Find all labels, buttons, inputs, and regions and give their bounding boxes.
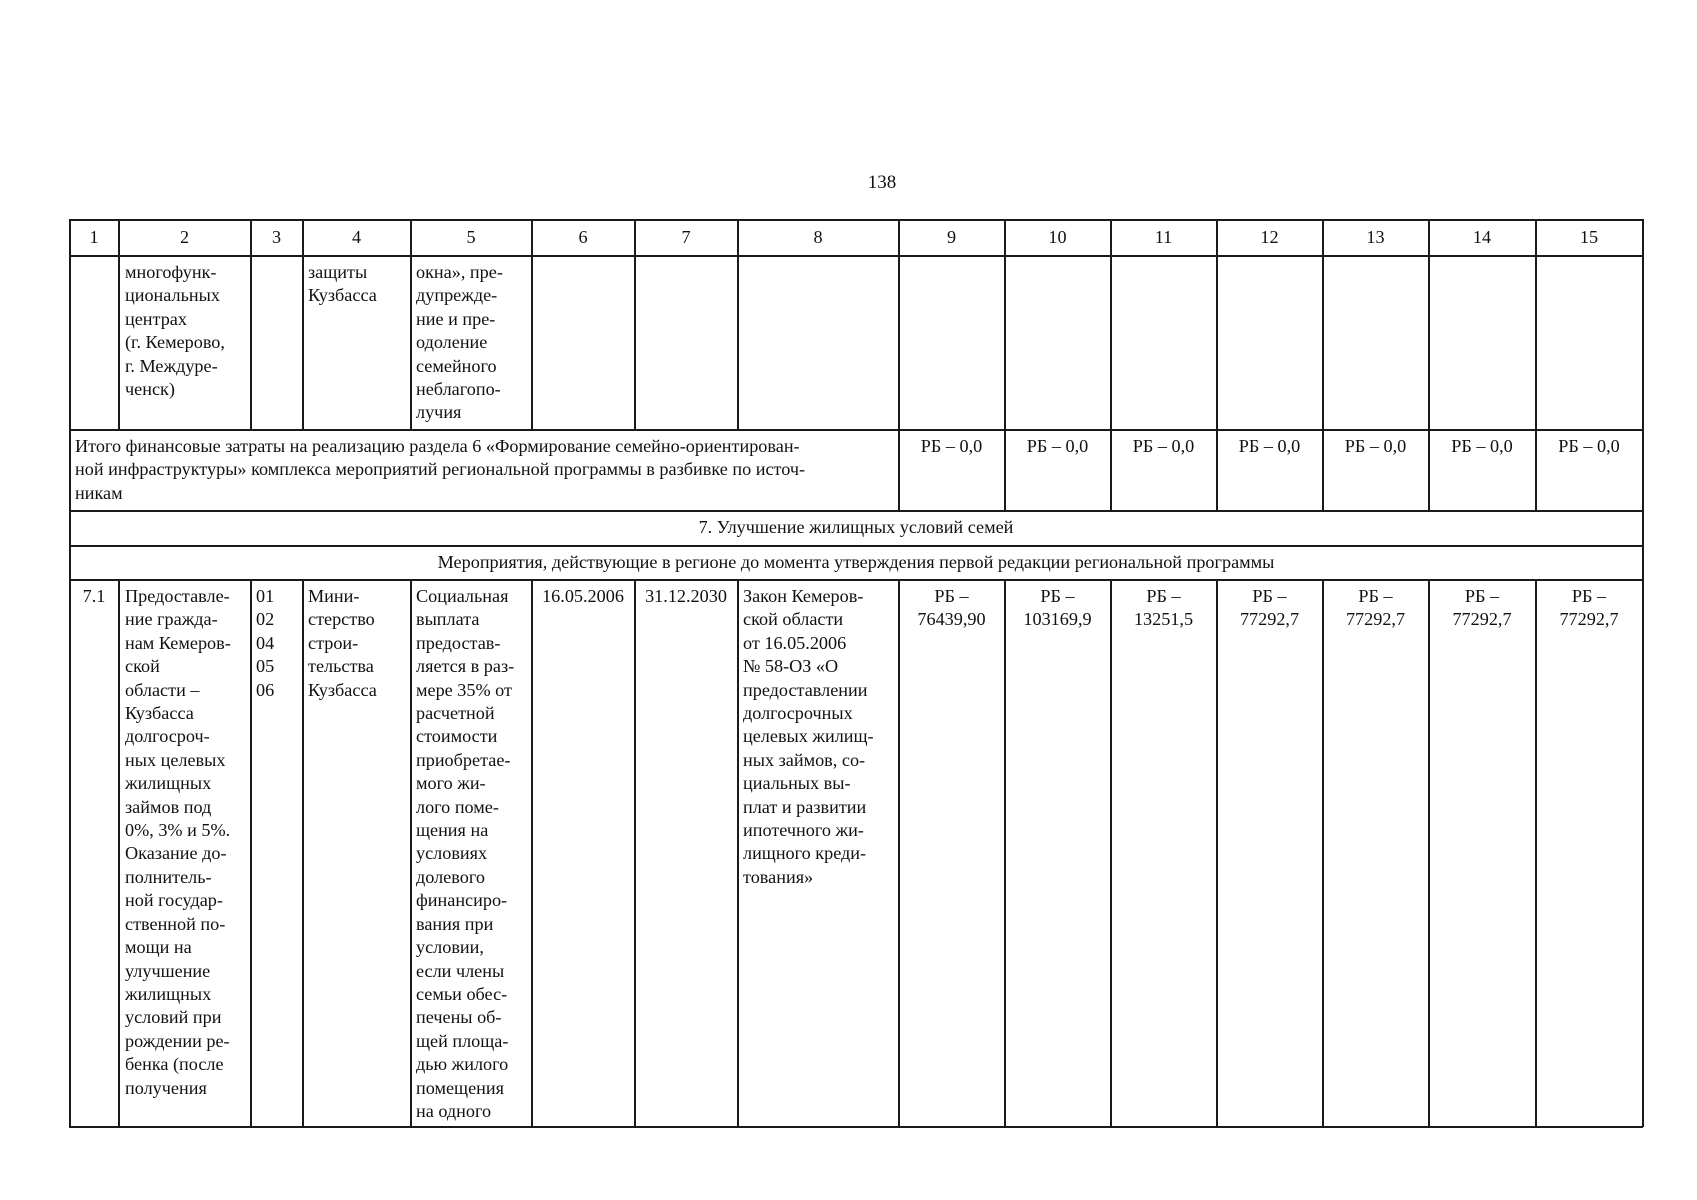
rule-col9-10-a [1004, 219, 1006, 511]
row-7-1-value-11: РБ – 13251,5 [1133, 586, 1194, 630]
rule-col11-12-b [1216, 579, 1218, 1127]
rule-subsection-bottom [69, 579, 1643, 581]
row-7-1-value-14: РБ – 77292,7 [1452, 586, 1512, 630]
rule-col1-2-b [118, 579, 120, 1127]
row-7-1-name: Предоставле- ние гражда- нам Кемеров- ской области – Кузбасса долгосроч- ных целевых жилищных займов под 0%, 3% и 5%. Оказание до- полнитель- ной государ- ственной по- мощи на улучшение жилищных условий при рождении ре- бенка (после получения [125, 586, 231, 1098]
rule-col12-13-b [1322, 579, 1324, 1127]
header-col-14: 14 [1472, 227, 1492, 247]
rule-col3-4-a [302, 219, 304, 430]
header-col-12: 12 [1260, 227, 1279, 247]
rule-col7-8-a [737, 219, 739, 430]
header-col-8: 8 [813, 227, 823, 247]
total-value-14: РБ – 0,0 [1451, 436, 1513, 456]
row-7-1-value-15: РБ – 77292,7 [1559, 586, 1619, 630]
rule-col4-5-a [410, 219, 412, 430]
row-7-1-value-9: РБ – 76439,90 [917, 586, 986, 630]
row-7-1-executor: Мини- стерство строи- тельства Кузбасса [308, 586, 377, 700]
header-col-13: 13 [1366, 227, 1385, 247]
header-col-6: 6 [578, 227, 588, 247]
row-7-1-codes: 01 02 04 05 06 [256, 586, 275, 700]
row-7-1-value-13: РБ – 77292,7 [1345, 586, 1406, 630]
page-number: 138 [867, 172, 897, 193]
header-col-7: 7 [681, 227, 691, 247]
section-title: 7. Улучшение жилищных условий семей [698, 517, 1014, 537]
rule-col13-14-b [1428, 579, 1430, 1127]
row-7-1-start-date: 16.05.2006 [542, 586, 624, 606]
header-col-15: 15 [1579, 227, 1599, 247]
rule-col11-12-a [1216, 219, 1218, 511]
total-value-12: РБ – 0,0 [1238, 436, 1301, 456]
rule-bottom [69, 1126, 1643, 1128]
header-col-4: 4 [351, 227, 362, 247]
rule-col2-3-a [250, 219, 252, 430]
total-value-13: РБ – 0,0 [1344, 436, 1407, 456]
rule-col8-9-a [898, 219, 900, 511]
total-value-10: РБ – 0,0 [1026, 436, 1089, 456]
total-value-9: РБ – 0,0 [920, 436, 983, 456]
row-7-1-end-date: 31.12.2030 [645, 586, 727, 606]
row-7-1-description: Социальная выплата предостав- ляется в раз- мере 35% от расчетной стоимости приобретае- мого жи- лого поме- щения на условиях долевого финансиро- вания при условии, если члены семьи обес- печены об- щей площа- дью жилого помещения на одного [416, 586, 515, 1121]
header-col-1: 1 [89, 227, 99, 247]
rule-col9-10-b [1004, 579, 1006, 1127]
rule-col1-2-a [118, 219, 120, 430]
continuation-col4: защиты Кузбасса [308, 262, 377, 306]
rule-left [69, 219, 71, 1127]
header-col-2: 2 [179, 227, 190, 247]
rule-section-bottom [69, 545, 1643, 547]
rule-top [69, 219, 1643, 221]
rule-col8-9-b [898, 579, 900, 1127]
rule-continuation-bottom [69, 429, 1643, 431]
subsection-title: Мероприятия, действующие в регионе до момента утверждения первой редакции региональной программы [437, 552, 1275, 572]
rule-col7-8-b [737, 579, 739, 1127]
header-col-5: 5 [466, 227, 476, 247]
rule-col5-6-a [531, 219, 533, 430]
rule-col6-7-b [634, 579, 636, 1127]
total-value-11: РБ – 0,0 [1132, 436, 1195, 456]
rule-col2-3-b [250, 579, 252, 1127]
rule-col10-11-a [1110, 219, 1112, 511]
rule-col14-15-b [1535, 579, 1537, 1127]
row-7-1-law: Закон Кемеров- ской области от 16.05.2006 № 58-ОЗ «О предоставлении долгосрочных целевых жилищ- ных займов, со- циальных вы- плат и развитии ипотечного жи- лищного креди- тования» [743, 586, 874, 887]
rule-right [1642, 219, 1644, 1127]
header-col-10: 10 [1048, 227, 1067, 247]
header-col-11: 11 [1154, 227, 1173, 247]
rule-col3-4-b [302, 579, 304, 1127]
rule-col5-6-b [531, 579, 533, 1127]
rule-col14-15-a [1535, 219, 1537, 511]
rule-col13-14-a [1428, 219, 1430, 511]
rule-col10-11-b [1110, 579, 1112, 1127]
rule-total-bottom [69, 510, 1643, 512]
header-col-3: 3 [271, 227, 282, 247]
row-7-1-value-12: РБ – 77292,7 [1239, 586, 1300, 630]
rule-col4-5-b [410, 579, 412, 1127]
row-7-1-value-10: РБ – 103169,9 [1023, 586, 1092, 630]
continuation-col5: окна», пре- дупрежде- ние и пре- одоление семейного неблагопо- лучия [416, 262, 503, 423]
row-7-1-number: 7.1 [82, 586, 106, 606]
continuation-col2: многофунк- циональных центрах (г. Кемерово, г. Междуре- ченск) [125, 262, 225, 400]
rule-header-bottom [69, 255, 1643, 257]
header-col-9: 9 [946, 227, 957, 247]
rule-col6-7-a [634, 219, 636, 430]
rule-col12-13-a [1322, 219, 1324, 511]
total-label: Итого финансовые затраты на реализацию раздела 6 «Формирование семейно-ориентирован- ной инфраструктуры» комплекса мероприятий региональной программы в разбивке по источ- никам [75, 436, 806, 503]
total-value-15: РБ – 0,0 [1558, 436, 1620, 456]
